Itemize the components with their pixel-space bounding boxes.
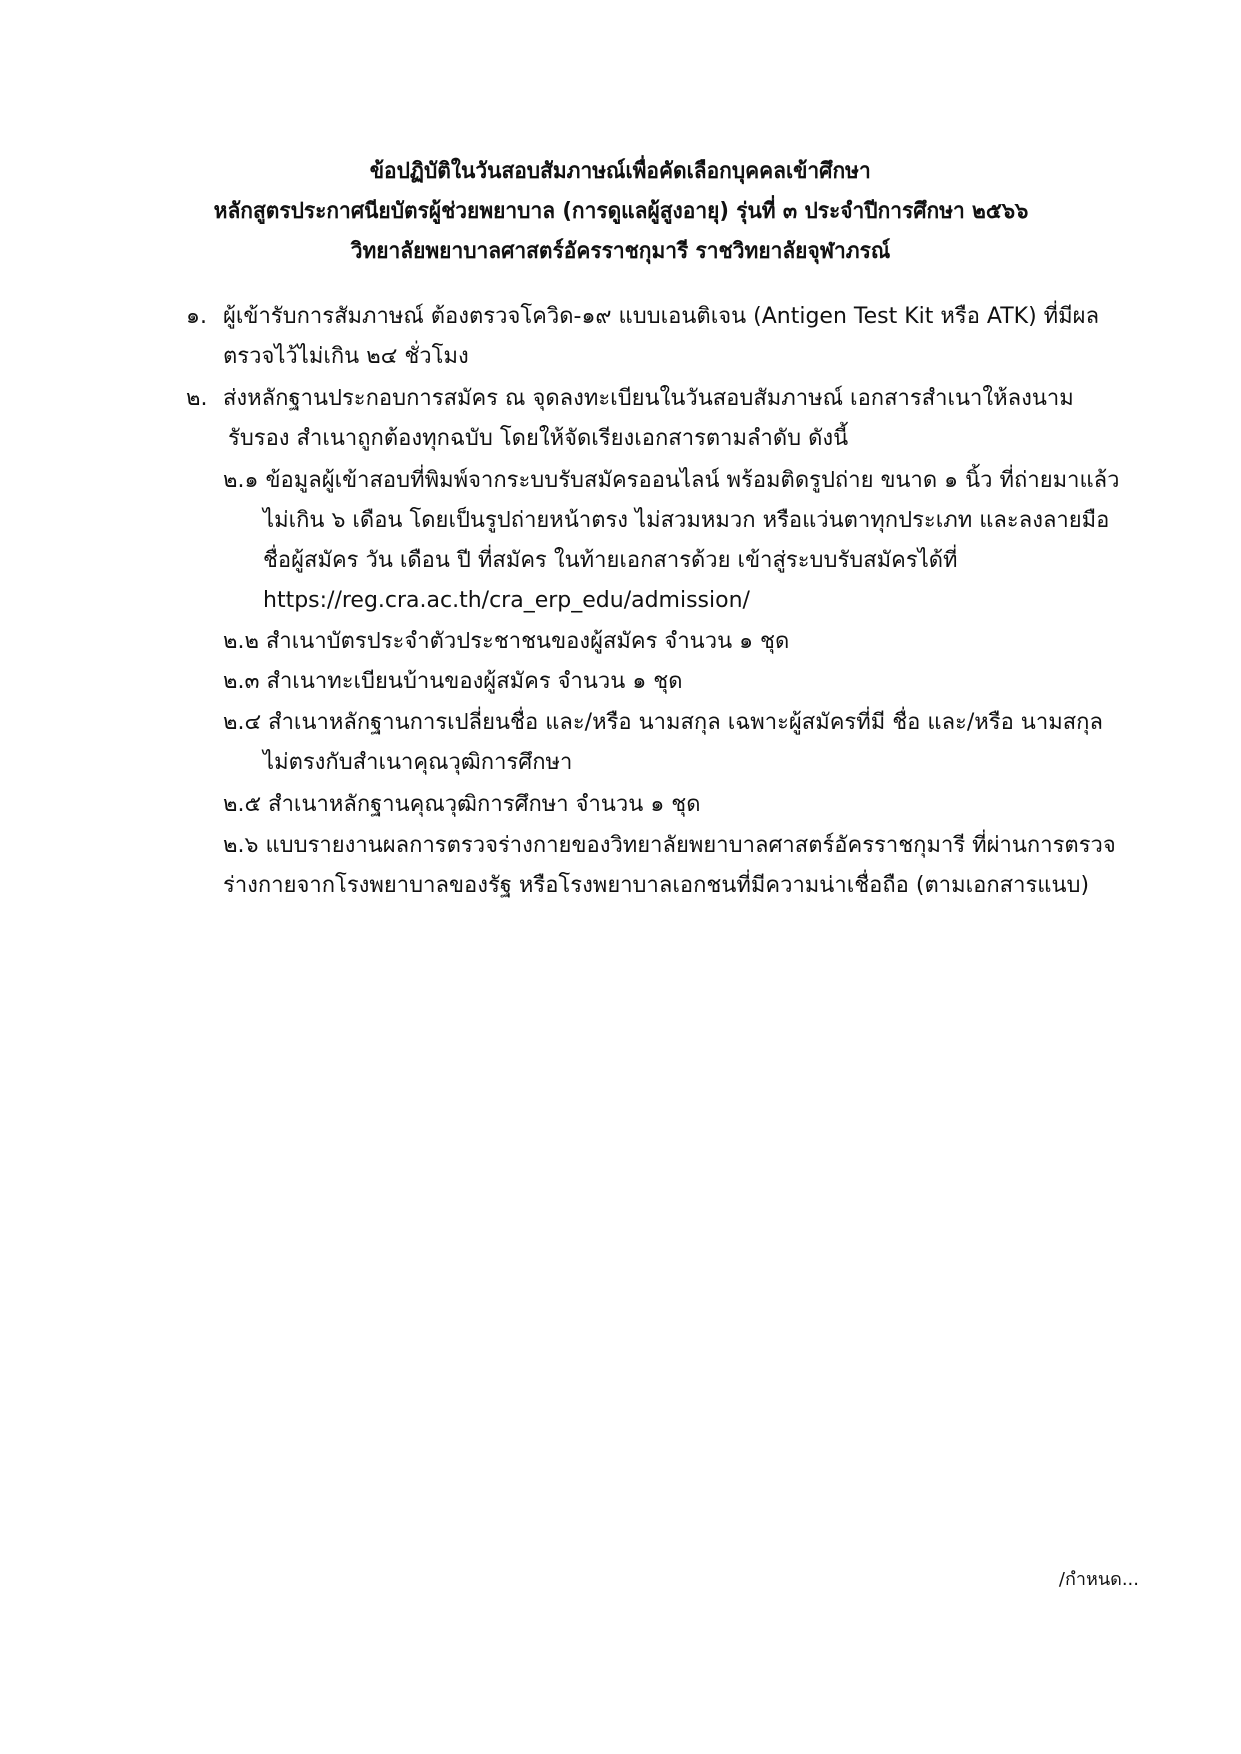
sub-item-text-line: ไม่เกิน ๖ เดือน โดยเป็นรูปถ่ายหน้าตรง ไม่สวมหมวก หรือแว่นตาทุกประเภท และลงลายมือ	[263, 508, 1110, 533]
sub-item-text-line: ๒.๓ สำเนาทะเบียนบ้านของผู้สมัคร จำนวน ๑ ชุด	[223, 669, 683, 694]
list-item-text-line: ผู้เข้ารับการสัมภาษณ์ ต้องตรวจโควิด-๑๙ แบบเอนติเจน (Antigen Test Kit หรือ ATK) ที่มีผล	[223, 304, 1100, 329]
sub-item-text-line: ๒.๖ แบบรายงานผลการตรวจร่างกายของวิทยาลัยพยาบาลศาสตร์อัครราชกุมารี ที่ผ่านการตรวจ	[223, 833, 1116, 858]
list-item-number: ๑.	[186, 304, 207, 329]
sub-item-text-line: ๒.๕ สำเนาหลักฐานคุณวุฒิการศึกษา จำนวน ๑ ชุด	[223, 792, 701, 817]
sub-item-text-line: ๒.๑ ข้อมูลผู้เข้าสอบที่พิมพ์จากระบบรับสมัครออนไลน์ พร้อมติดรูปถ่าย ขนาด ๑ นิ้ว ที่ถ่ายมาแล้ว	[223, 468, 1120, 493]
page-continuation-note: /กำหนด...	[1058, 1569, 1139, 1590]
sub-item-text-line: ๒.๔ สำเนาหลักฐานการเปลี่ยนชื่อ และ/หรือ นามสกุล เฉพาะผู้สมัครที่มี ชื่อ และ/หรือ นามสกุล	[223, 710, 1103, 735]
sub-item-text-line: ไม่ตรงกับสำเนาคุณวุฒิการศึกษา	[263, 750, 573, 775]
title-line-3: วิทยาลัยพยาบาลศาสตร์อัครราชกุมารี ราชวิทยาลัยจุฬาภรณ์	[350, 239, 891, 264]
title-line-1: ข้อปฏิบัติในวันสอบสัมภาษณ์เพื่อคัดเลือกบุคคลเข้าศึกษา	[369, 159, 871, 184]
document-title	[0, 152, 1241, 272]
title-line-2: หลักสูตรประกาศนียบัตรผู้ช่วยพยาบาล (การดูแลผู้สูงอายุ) รุ่นที่ ๓ ประจำปีการศึกษา ๒๕๖๖	[213, 199, 1028, 224]
sub-item-text-line: ร่างกายจากโรงพยาบาลของรัฐ หรือโรงพยาบาลเอกชนที่มีความน่าเชื่อถือ (ตามเอกสารแนบ)	[223, 873, 1090, 898]
sub-item-text-line: ๒.๒ สำเนาบัตรประจำตัวประชาชนของผู้สมัคร จำนวน ๑ ชุด	[223, 629, 790, 654]
list-item-text-line: ตรวจไว้ไม่เกิน ๒๔ ชั่วโมง	[223, 344, 469, 369]
list-item-text-line: รับรอง สำเนาถูกต้องทุกฉบับ โดยให้จัดเรียงเอกสารตามลำดับ ดังนี้	[228, 426, 849, 451]
list-item-text-line: ส่งหลักฐานประกอบการสมัคร ณ จุดลงทะเบียนในวันสอบสัมภาษณ์ เอกสารสำเนาให้ลงนาม	[223, 386, 1074, 411]
sub-item-text-line: ชื่อผู้สมัคร วัน เดือน ปี ที่สมัคร ในท้ายเอกสารด้วย เข้าสู่ระบบรับสมัครได้ที่	[263, 548, 958, 573]
admission-url: https://reg.cra.ac.th/cra_erp_edu/admission/	[263, 588, 750, 613]
list-item-number: ๒.	[186, 386, 208, 411]
